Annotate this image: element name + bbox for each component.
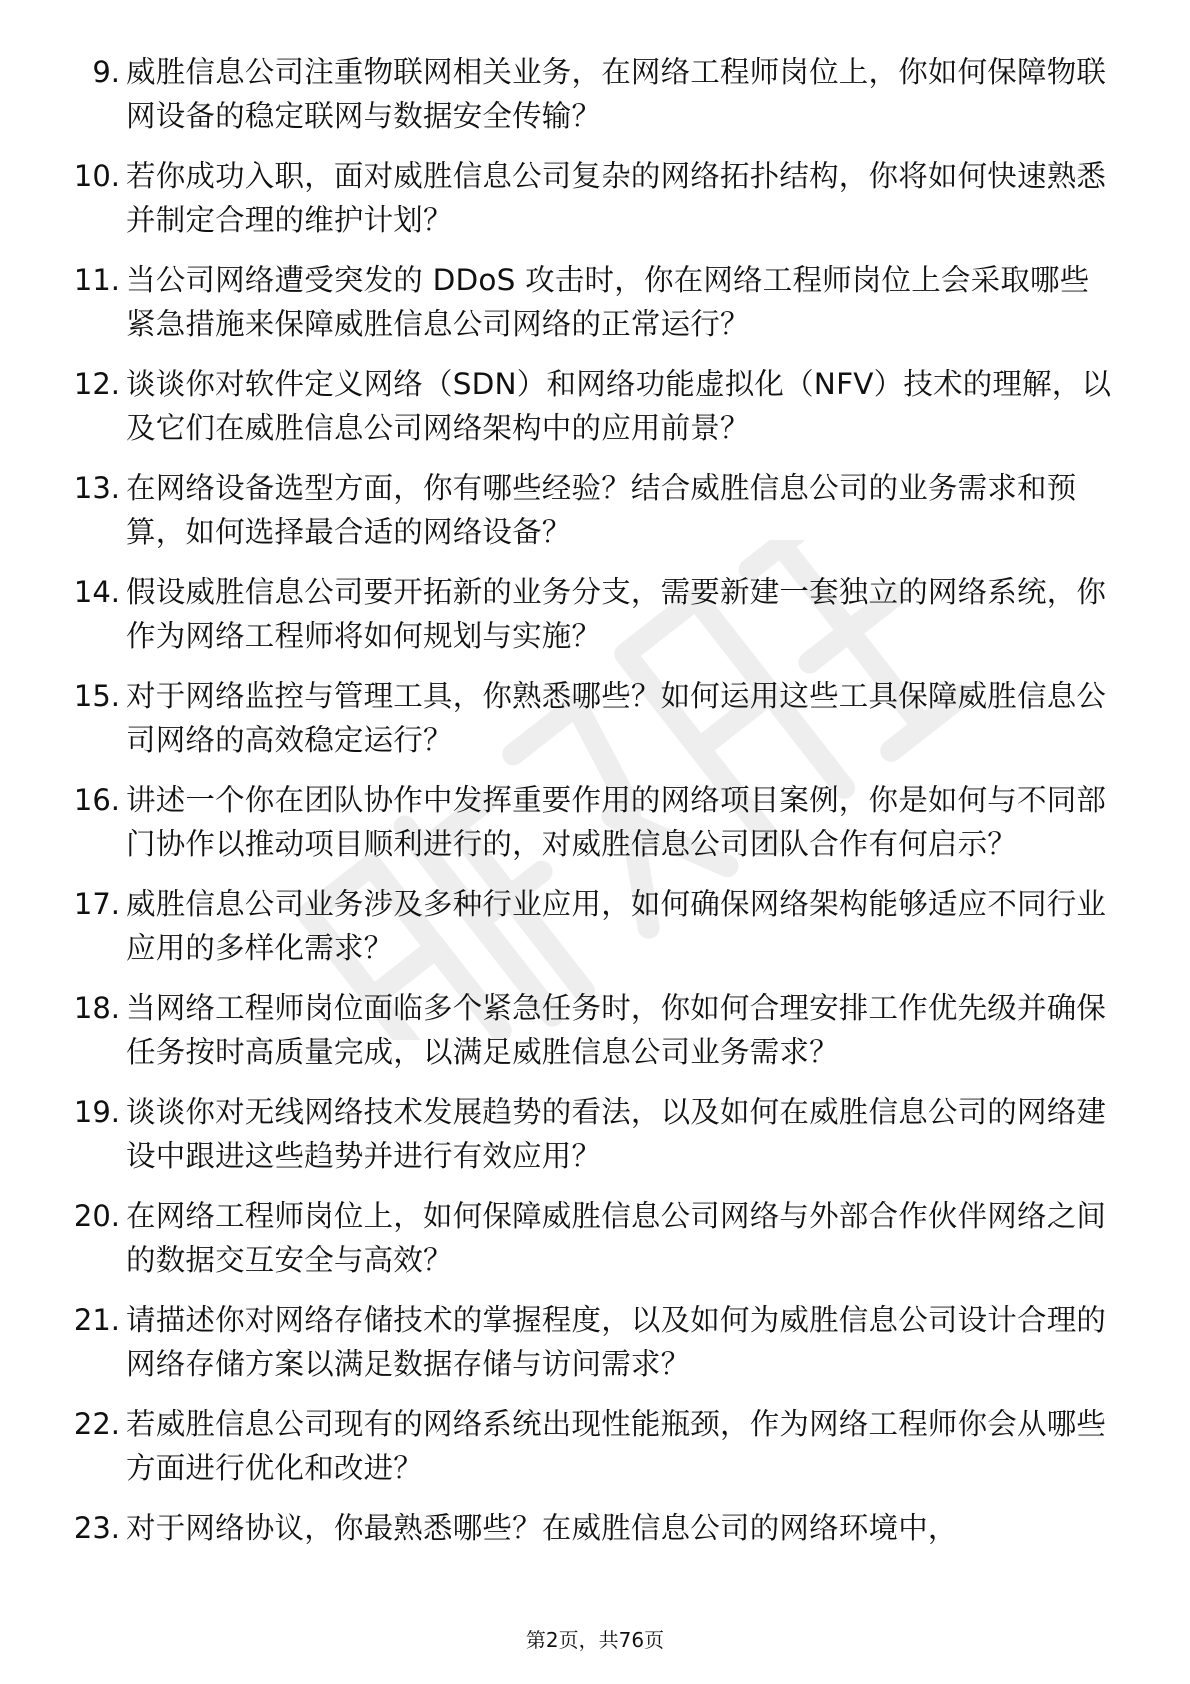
question-text: 威胜信息公司业务涉及多种行业应用，如何确保网络架构能够适应不同行业应用的多样化需求？ [126,887,1107,965]
list-item [0,362,1190,450]
list-item [0,1402,1190,1490]
list-item [0,466,1190,554]
list-item [0,1194,1190,1282]
list-item [0,882,1190,970]
question-text: 谈谈你对无线网络技术发展趋势的看法，以及如何在威胜信息公司的网络建设中跟进这些趋势并进行有效应用？ [126,1095,1107,1173]
question-number: 18. [73,991,120,1025]
question-number: 22. [73,1407,120,1441]
question-text: 请描述你对网络存储技术的掌握程度，以及如何为威胜信息公司设计合理的网络存储方案以满足数据存储与访问需求？ [126,1303,1107,1381]
list-item [0,674,1190,762]
page-number-label: 第2页，共76页 [525,1628,665,1652]
question-number: 14. [73,575,120,609]
list-item [0,50,1190,138]
question-text: 在网络工程师岗位上，如何保障威胜信息公司网络与外部合作伙伴网络之间的数据交互安全与高效？ [126,1199,1107,1277]
question-number: 23. [73,1511,120,1545]
question-text: 对于网络监控与管理工具，你熟悉哪些？如何运用这些工具保障威胜信息公司网络的高效稳定运行？ [126,679,1107,757]
question-text: 在网络设备选型方面，你有哪些经验？结合威胜信息公司的业务需求和预算，如何选择最合适的网络设备？ [126,471,1077,549]
list-item [0,154,1190,242]
question-text: 对于网络协议，你最熟悉哪些？在威胜信息公司的网络环境中， [126,1511,958,1545]
question-number: 9. [92,55,120,89]
question-text: 威胜信息公司注重物联网相关业务，在网络工程师岗位上，你如何保障物联网设备的稳定联网与数据安全传输？ [126,55,1107,133]
question-text: 若你成功入职，面对威胜信息公司复杂的网络拓扑结构，你将如何快速熟悉并制定合理的维护计划？ [126,159,1107,237]
question-number: 16. [73,783,120,817]
list-item [0,570,1190,658]
question-text: 假设威胜信息公司要开拓新的业务分支，需要新建一套独立的网络系统，你作为网络工程师将如何规划与实施？ [126,575,1107,653]
question-number: 10. [73,159,120,193]
question-text: 当网络工程师岗位面临多个紧急任务时，你如何合理安排工作优先级并确保任务按时高质量完成，以满足威胜信息公司业务需求？ [126,991,1107,1069]
question-number: 17. [73,887,120,921]
question-number: 21. [73,1303,120,1337]
question-number: 13. [73,471,120,505]
question-number: 20. [73,1199,120,1233]
page-footer [0,1628,1190,1652]
question-text: 讲述一个你在团队协作中发挥重要作用的网络项目案例，你是如何与不同部门协作以推动项目顺利进行的，对威胜信息公司团队合作有何启示？ [126,783,1107,861]
list-item [0,1090,1190,1178]
list-item [0,258,1190,346]
question-text: 若威胜信息公司现有的网络系统出现性能瓶颈，作为网络工程师你会从哪些方面进行优化和改进？ [126,1407,1107,1485]
question-text: 当公司网络遭受突发的 DDoS 攻击时，你在网络工程师岗位上会采取哪些紧急措施来保障威胜信息公司网络的正常运行？ [126,263,1090,341]
question-number: 11. [73,263,120,297]
question-text: 谈谈你对软件定义网络（SDN）和网络功能虚拟化（NFV）技术的理解，以及它们在威胜信息公司网络架构中的应用前景？ [126,367,1112,445]
question-number: 12. [73,367,120,401]
question-number: 15. [73,679,120,713]
list-item [0,1298,1190,1386]
question-list [0,50,1190,1566]
list-item [0,778,1190,866]
question-number: 19. [73,1095,120,1129]
list-item [0,986,1190,1074]
list-item [0,1506,1190,1550]
